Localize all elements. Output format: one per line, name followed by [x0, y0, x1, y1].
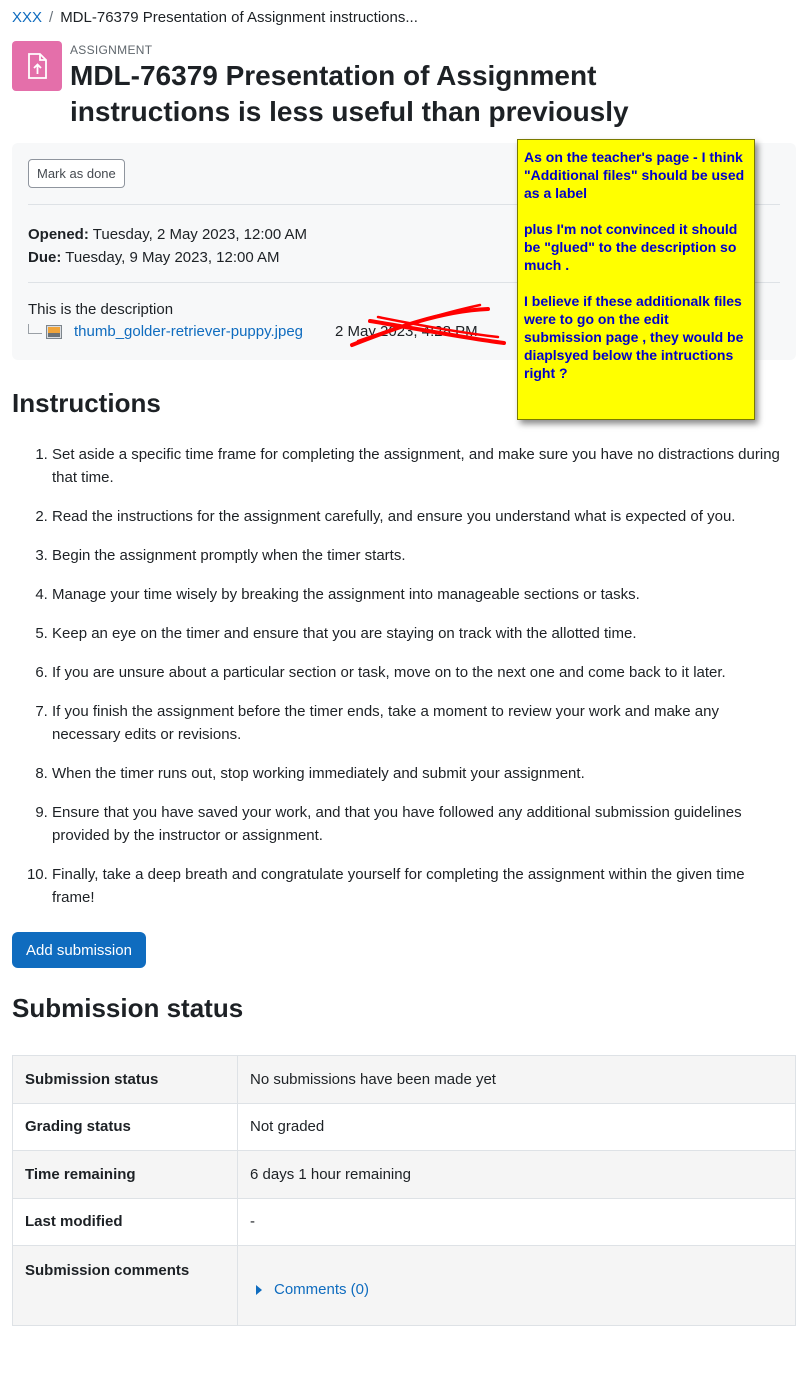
activity-dates: [28, 223, 307, 269]
submission-status-heading: Submission status: [12, 993, 244, 1023]
image-file-icon: [46, 325, 62, 339]
list-item: 6. If you are unsure about a particular section or task, move on to the next one and come back to it later.: [52, 661, 782, 684]
due-date: Due: Tuesday, 9 May 2023, 12:00 AM: [28, 249, 280, 266]
list-item: 2. Read the instructions for the assignment carefully, and ensure you understand what is expected of you.: [52, 505, 782, 528]
caret-right-icon: [256, 1285, 262, 1295]
instructions-list: [12, 443, 782, 925]
list-item: 9. Ensure that you have saved your work, and that you have followed any additional submission guidelines provided by the instructor or assignment.: [52, 801, 782, 847]
list-item: 7. If you finish the assignment before the timer ends, take a moment to review your work and make any necessary edits or revisions.: [52, 700, 782, 746]
breadcrumb: [12, 9, 418, 26]
breadcrumb-current: MDL-76379 Presentation of Assignment instructions...: [60, 9, 418, 26]
file-date: 2 May 2023, 4:28 PM: [335, 323, 478, 340]
comments-link[interactable]: Comments (0): [274, 1281, 370, 1298]
table-row: [13, 1151, 796, 1199]
note-paragraph: As on the teacher's page - I think "Additional files" should be used as a label: [524, 149, 745, 201]
row-label: Submission status: [13, 1056, 238, 1104]
activity-description: This is the description: [28, 301, 174, 318]
assignment-upload-icon: [12, 41, 62, 91]
submission-status-table: [12, 1055, 796, 1326]
file-link[interactable]: thumb_golder-retriever-puppy.jpeg: [74, 323, 304, 340]
table-row: [13, 1103, 796, 1151]
table-row: [13, 1198, 796, 1246]
red-cross-annotation-icon: [348, 301, 508, 349]
row-value: Not graded: [238, 1103, 796, 1151]
breadcrumb-root-link[interactable]: XXX: [12, 9, 43, 26]
list-item: 10. Finally, take a deep breath and congratulate yourself for completing the assignment within the given time frame!: [52, 863, 782, 909]
row-label: Submission comments: [13, 1246, 238, 1326]
instructions-heading: Instructions: [12, 388, 161, 418]
row-value: [238, 1246, 796, 1326]
list-item: 1. Set aside a specific time frame for completing the assignment, and make sure you have no distractions during that time.: [52, 443, 782, 489]
table-row: [13, 1056, 796, 1104]
note-paragraph: plus I'm not convinced it should be "glued" to the description so much .: [524, 221, 738, 273]
mark-as-done-button[interactable]: Mark as done: [28, 159, 125, 188]
activity-type-label: ASSIGNMENT: [70, 43, 153, 57]
note-paragraph: I believe if these additionalk files were to go on the edit submission page , they would be diaplsyed below the intructions right ?: [524, 293, 744, 381]
table-row: [13, 1246, 796, 1326]
row-label: Time remaining: [13, 1151, 238, 1199]
sticky-note-annotation: [517, 139, 755, 420]
row-value: 6 days 1 hour remaining: [238, 1151, 796, 1199]
opened-date: Opened: Tuesday, 2 May 2023, 12:00 AM: [28, 226, 308, 243]
list-item: 8. When the timer runs out, stop working immediately and submit your assignment.: [52, 762, 782, 785]
row-label: Last modified: [13, 1198, 238, 1246]
page-title: MDL-76379 Presentation of Assignment instructions is less useful than previously: [70, 60, 629, 127]
row-value: -: [238, 1198, 796, 1246]
add-submission-button[interactable]: Add submission: [12, 932, 146, 968]
list-item: 3. Begin the assignment promptly when the timer starts.: [52, 544, 782, 567]
row-label: Grading status: [13, 1103, 238, 1151]
list-item: 4. Manage your time wisely by breaking the assignment into manageable sections or tasks.: [52, 583, 782, 606]
row-value: No submissions have been made yet: [238, 1056, 796, 1104]
comments-toggle[interactable]: [250, 1281, 783, 1298]
list-item: 5. Keep an eye on the timer and ensure that you are staying on track with the allotted time.: [52, 622, 782, 645]
tree-connector: [28, 324, 42, 334]
breadcrumb-separator: /: [49, 9, 54, 26]
